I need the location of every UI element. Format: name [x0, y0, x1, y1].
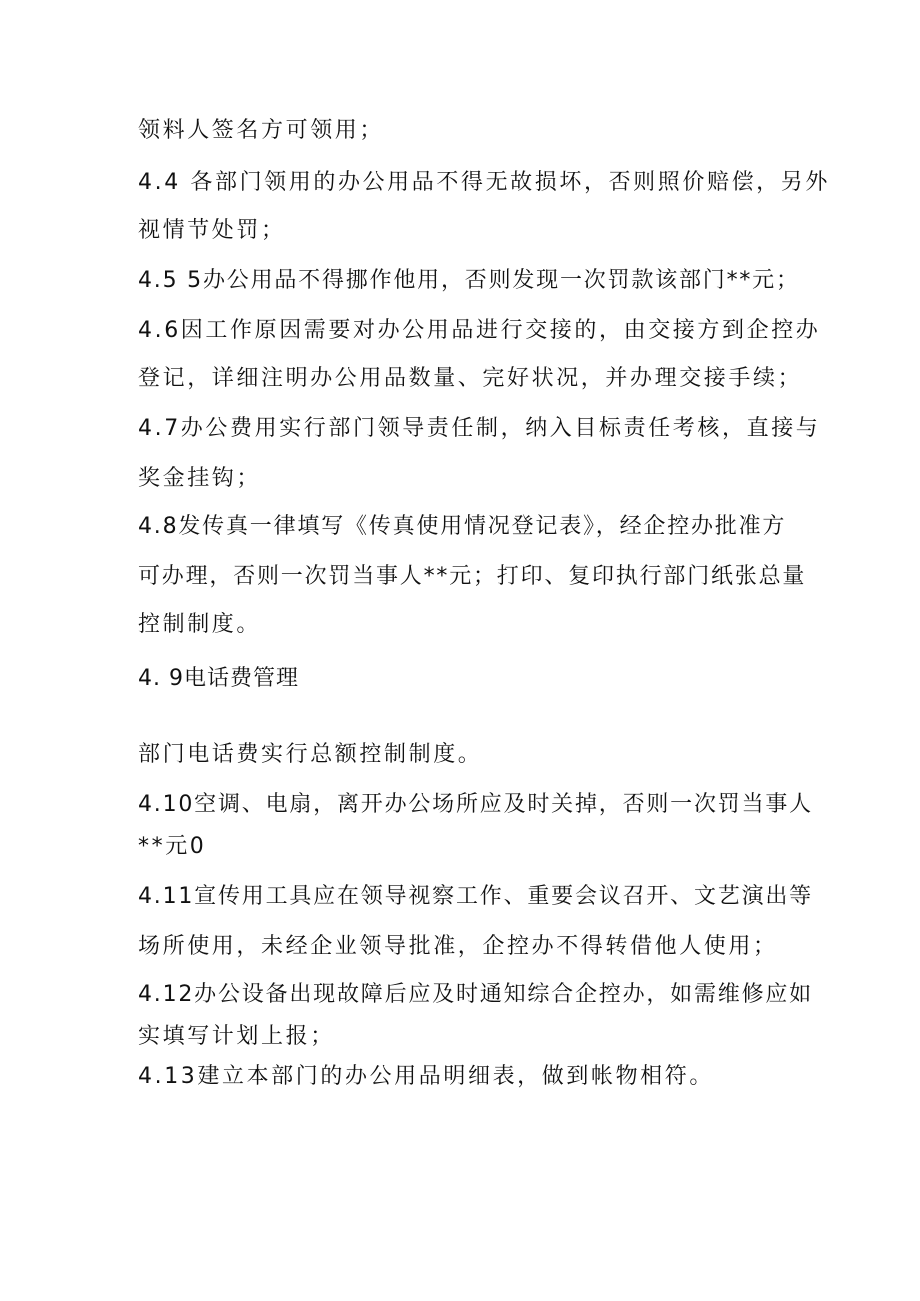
text-line: 4.6因工作原因需要对办公用品进行交接的，由交接方到企控办 [138, 318, 821, 343]
text-line: 登记，详细注明办公用品数量、完好状况，并办理交接手续； [138, 366, 803, 391]
text-line: 4.5 5办公用品不得挪作他用，否则发现一次罚款该部门**元； [138, 268, 800, 293]
text-line: 实填写计划上报； [138, 1024, 335, 1049]
section-heading: 4. 9电话费管理 [138, 666, 299, 691]
text-line: 部门电话费实行总额控制制度。 [138, 742, 483, 767]
text-line: 4.7办公费用实行部门领导责任制，纳入目标责任考核，直接与 [138, 416, 821, 441]
text-line: 4.8发传真一律填写《传真使用情况登记表》，经企控办批准方 [138, 514, 787, 539]
text-line: 可办理，否则一次罚当事人**元；打印、复印执行部门纸张总量 [138, 564, 807, 589]
text-line: 奖金挂钩； [138, 466, 262, 491]
text-line: 4.4 各部门领用的办公用品不得无故损坏，否则照价赔偿，另外 [138, 170, 830, 195]
text-line: 4.11宣传用工具应在领导视察工作、重要会议召开、文艺演出等 [138, 884, 813, 909]
text-line: 4.12办公设备出现故障后应及时通知综合企控办，如需维修应如 [138, 982, 813, 1007]
text-line: 视情节处罚； [138, 218, 286, 243]
text-line: 领料人签名方可领用； [138, 118, 385, 143]
text-line: 4.10空调、电扇，离开办公场所应及时关掉，否则一次罚当事人 [138, 792, 813, 817]
text-line: 控制制度。 [138, 612, 262, 637]
text-line: **元0 [138, 834, 207, 859]
text-line: 4.13建立本部门的办公用品明细表，做到帐物相符。 [138, 1064, 714, 1089]
text-line: 场所使用，未经企业领导批准，企控办不得转借他人使用； [138, 934, 778, 959]
